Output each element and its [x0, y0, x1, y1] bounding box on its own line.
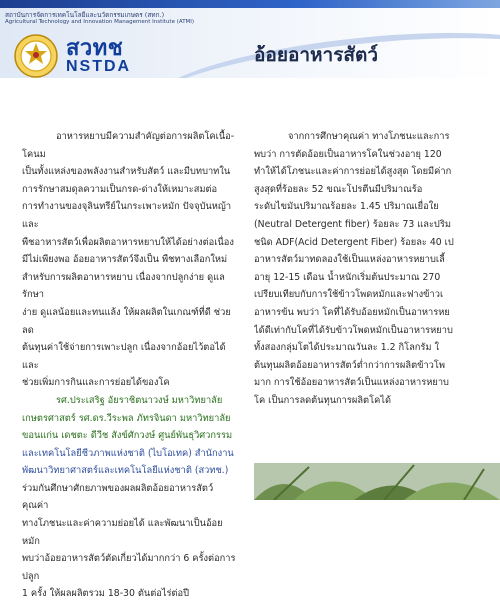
right-line: โค เป็นการลดต้นทุนการผลิตโคได้: [254, 394, 392, 406]
agency-name-english: Agricultural Technology and Innovation Management Institute (ATMI): [5, 19, 195, 25]
right-line: มาก การใช้อ้อยอาหารสัตว์เป็นแหล่งอาหารหยาบ: [254, 377, 449, 389]
nstda-logo-thai: สวทช: [66, 35, 124, 60]
right-column: [254, 128, 500, 410]
nstda-logo-english: NSTDA: [66, 58, 132, 75]
left-line: อาหารหยาบมีความสำคัญต่อการผลิตโคเนื้อ-โคนม: [22, 131, 235, 160]
right-line: (Neutral Detergent fiber) ร้อยละ 73 และปริม: [254, 218, 451, 230]
left-line: 1 ครั้ง ให้ผลผลิตรวม 18-30 ตันต่อไร่ต่อปี: [22, 588, 190, 600]
right-line: พบว่า การตัดอ้อยเป็นอาหารโคในช่วงอายุ 120: [254, 148, 442, 160]
left-line: ทางโภชนะและค่าความย่อยได้ และพัฒนาเป็นอ้อยหมัก: [22, 518, 223, 547]
credit-line: รศ.ประเสริฐ อัยราชิตนาวงษ์ มหาวิทยาลัย: [56, 394, 223, 406]
royal-emblem-icon: [14, 34, 58, 78]
left-line: สำหรับการผลิตอาหารหยาบ เนื่องจากปลูกง่าย ดูแลรักษา: [22, 271, 225, 301]
left-line: ช่วยเพิ่มการกินและการย่อยได้ของโค: [22, 377, 170, 389]
left-line: ง่าย ดูแลน้อยและทนแล้ง ให้ผลผลิตในเกณฑ์ที่ดี ช่วยลด: [22, 306, 231, 336]
right-line: จากการศึกษาคุณค่า ทางโภชนะและการ: [288, 131, 450, 142]
left-line: มีไม่เพียงพอ อ้อยอาหารสัตว์จึงเป็น พืชทางเลือกใหม่: [22, 254, 228, 266]
left-line: การทำงานของจุลินทรีย์ในกระเพาะหมัก ปัจจุบันหญ้าและ: [22, 201, 232, 230]
credit-line: พัฒนาวิทยาศาสตร์และเทคโนโลยีแห่งชาติ (สวทช.): [22, 465, 229, 477]
right-line: อาหารสัตว์มาทดลองใช้เป็นแหล่งอาหารหยาบเลี้: [254, 254, 445, 266]
right-line: เปรียบเทียบกับการใช้ข้าวโพดหมักและฟางข้าวเ: [254, 289, 444, 301]
left-line: การรักษาสมดุลความเป็นกรด-ด่างให้เหมาะสมต่อ: [22, 183, 218, 195]
right-line: อายุ 12-15 เดือน น้ำหนักเริ่มต้นประมาณ 270: [254, 271, 441, 283]
article-body: [0, 78, 500, 600]
sugarcane-leaves-image: [254, 463, 500, 500]
right-line: อาหารข้น พบว่า โคที่ได้รับอ้อยหมักเป็นอาหารหย: [254, 306, 450, 318]
right-line: ระดับไขมันปริมาณร้อยละ 1.45 ปริมาณเยื่อใย: [254, 201, 439, 213]
credit-line: ขอนแก่น เดชตะ ดีวีช สังข์ศักวงษ์ ศูนย์พันธุวิศวกรรม: [22, 430, 233, 442]
researcher-credit: [22, 392, 240, 480]
left-line: ร่วมกันศึกษาศักยภาพของผลผลิตอ้อยอาหารสัตว์ คุณค่า: [22, 482, 214, 512]
left-line: พืชอาหารสัตว์เพื่อผลิตอาหารหยาบให้ได้อย่างต่อเนื่อง: [22, 236, 234, 248]
agency-name-thai: สถาบันการจัดการเทคโนโลยีและนวัตกรรมเกษตร (สทก.): [5, 11, 165, 19]
left-line: เป็นทั้งแหล่งของพลังงานสำหรับสัตว์ และมีบทบาทใน: [22, 166, 231, 178]
right-line: ทำให้ได้โภชนะและค่าการย่อยได้สูงสุด โดยมีค่าก: [254, 166, 452, 178]
right-line: ต้นทุนผลิตอ้อยอาหารสัตว์ต่ำกว่าการผลิตข้าวโพ: [254, 359, 446, 371]
page-title: อ้อยอาหารสัตว์: [254, 44, 379, 66]
right-line: สูงสุดที่ร้อยละ 52 ขณะโปรตีนมีปริมาณร้อ: [254, 183, 423, 195]
left-column: [22, 128, 240, 603]
sugarcane-photo: [254, 463, 500, 500]
credit-line: และเทคโนโลยีชีวภาพแห่งชาติ (ไบโอเทค) สำนักงาน: [22, 447, 234, 459]
credit-line: เกษตรศาสตร์ รศ.ดร.วีระพล ภัทรจินดา มหาวิทยาลัย: [22, 412, 231, 424]
page-header: [0, 8, 500, 78]
left-line: ต้นทุนค่าใช้จ่ายการเพาะปลูก เนื่องจากอ้อยไว้ตอได้และ: [22, 342, 226, 371]
left-line: พบว่าอ้อยอาหารสัตว์ตัดเกี่ยวได้มากกว่า 6 ครั้งต่อการปลูก: [22, 553, 236, 582]
right-line: ชนิด ADF(Acid Detergent Fiber) ร้อยละ 40 เป: [254, 236, 454, 248]
right-line: ได้ดีเท่ากับโคที่ได้รับข้าวโพดหมักเป็นอาหารหยาบ: [254, 324, 453, 336]
top-accent-bar: [0, 0, 500, 8]
right-line: ทั้งสองกลุ่มโตได้ประมาณวันละ 1.2 กิโลกรัม ใ: [254, 342, 440, 354]
